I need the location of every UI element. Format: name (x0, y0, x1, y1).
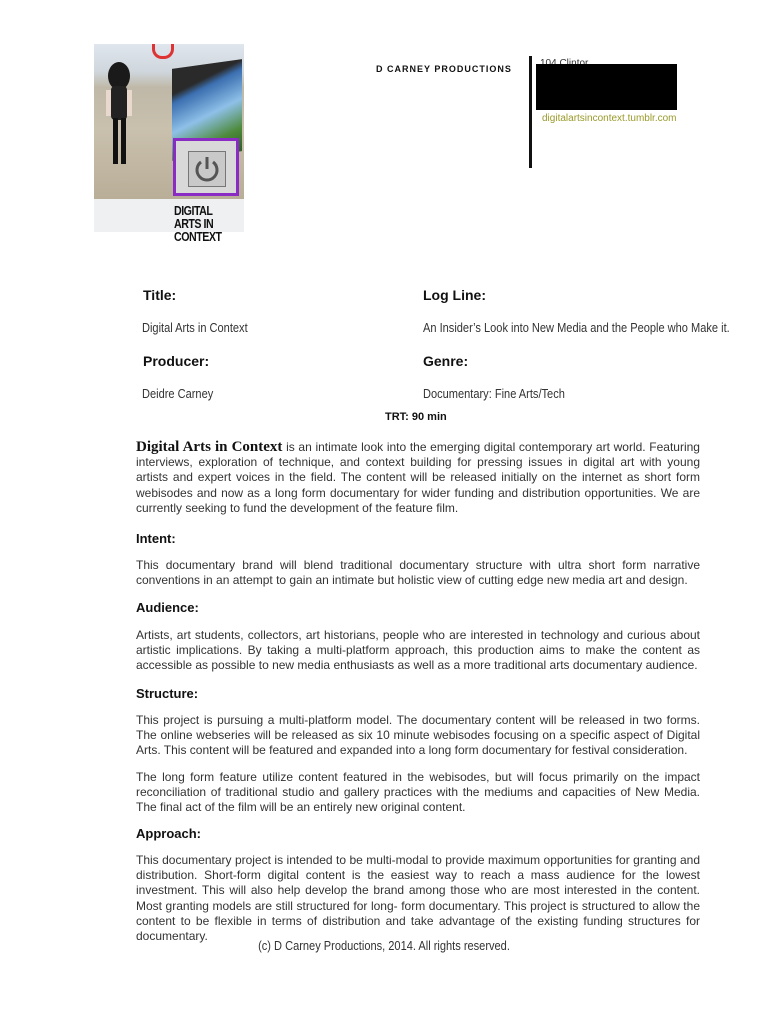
virtual-world-scene (94, 44, 244, 199)
audience-paragraph: Artists, art students, collectors, art historians, people who are interested in technology and curious about artistic implications. By taking a multi-platform approach, this production aims to make the content as accessible as possible to new media enthusiasts as well as a more traditional arts documentary audience. (136, 628, 700, 673)
summary-text: is an intimate look into the emerging digital contemporary art world. Featuring interviews, exploration of technique, and context building for pressing issues in digital art with young artists and expert voices in the field. The content will be released initially on the internet as short form webisodes and now as a long form documentary for wider funding and distribution opportunities. We are currently seeking to fund the development of the feature film. (136, 440, 700, 515)
structure-paragraph-2: The long form feature utilize content featured in the webisodes, but will focus primarily on the impact reconciliation of traditional studio and gallery practices with the mediums and capacities of New Media. The final act of the film will be an entirely new original content. (136, 770, 700, 815)
red-arc-icon (152, 44, 174, 59)
audience-heading: Audience: (136, 600, 199, 615)
genre-label: Genre: (423, 353, 469, 369)
intent-heading: Intent: (136, 531, 176, 546)
header-divider (529, 56, 532, 168)
copyright-footer: (c) D Carney Productions, 2014. All rights reserved. (258, 938, 510, 953)
structure-paragraph-1: This project is pursuing a multi-platform model. The documentary content will be released in two forms. The online webseries will be released as six 10 minute webisodes focusing on a specific aspect of Digital Arts. This content will be featured and expanded into a long form documentary for festival consideration. (136, 713, 700, 758)
header-image (94, 44, 244, 244)
producer-value: Deidre Carney (142, 386, 214, 401)
logline-value: An Insider’s Look into New Media and the People who Make it. (423, 320, 730, 335)
logline-label: Log Line: (423, 287, 486, 303)
power-frame (173, 138, 239, 196)
structure-heading: Structure: (136, 686, 199, 701)
title-value: Digital Arts in Context (142, 320, 248, 335)
power-icon (189, 152, 225, 186)
summary-lead: Digital Arts in Context (136, 439, 283, 455)
logo-title: DIGITAL ARTS IN CONTEXT (174, 203, 222, 244)
approach-heading: Approach: (136, 826, 201, 841)
avatar-figure-icon (104, 58, 134, 168)
producer-label: Producer: (143, 353, 210, 369)
redaction-box (536, 64, 677, 110)
company-name: D CARNEY PRODUCTIONS (376, 64, 512, 74)
summary-paragraph (136, 440, 700, 516)
approach-paragraph: This documentary project is intended to be multi-modal to provide maximum opportunities for granting and distribution. Short-form digital content is the easiest way to reach a mass audience for the lowest investment. This will also help develop the brand among those who are most interested in the content. Most granting models are still structured for long- form documentary. This project is structured to allow the content to be flexible in terms of distribution and take advantage of the existing funding structures for documentary. (136, 853, 700, 944)
website-link[interactable]: digitalartsincontext.tumblr.com (542, 113, 677, 124)
title-label: Title: (143, 287, 177, 303)
running-time: TRT: 90 min (385, 411, 447, 423)
genre-value: Documentary: Fine Arts/Tech (423, 386, 565, 401)
power-button-frame (188, 151, 226, 187)
intent-paragraph: This documentary brand will blend traditional documentary structure with ultra short form narrative conventions in an attempt to gain an intimate but holistic view of cutting edge new media art and design. (136, 558, 700, 588)
